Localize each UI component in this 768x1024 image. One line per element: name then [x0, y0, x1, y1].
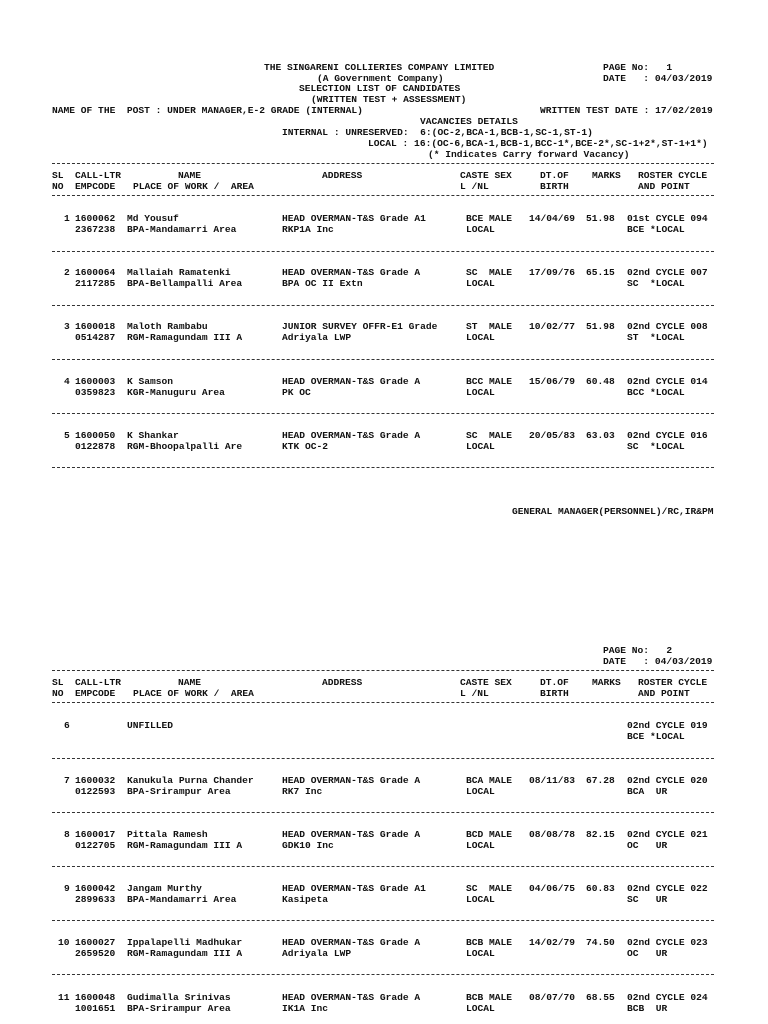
- row-empcode: 2367238: [75, 224, 116, 235]
- row-marks: 82.15: [586, 829, 615, 840]
- row-sex: MALE: [489, 829, 513, 840]
- col-and-point: AND POINT: [638, 181, 690, 192]
- col-roster: ROSTER CYCLE: [638, 677, 708, 688]
- col-dt-of: DT.OF: [540, 677, 569, 688]
- vacancies-local: LOCAL : 16:(OC-6,BCA-1,BCB-1,BCC-1*,BCE-2*,SC-1+2*,ST-1+1*): [368, 138, 708, 149]
- row-l-nl: LOCAL: [466, 441, 495, 452]
- row-place: RGM-Ramagundam III A: [127, 332, 243, 343]
- col-no: NO: [52, 688, 64, 699]
- row-address2: PK OC: [282, 387, 311, 398]
- row-point: BCE *LOCAL: [627, 224, 685, 235]
- post-name: NAME OF THE POST : UNDER MANAGER,E-2 GRADE (INTERNAL): [52, 105, 363, 116]
- row-call-ltr: 1600017: [75, 829, 116, 840]
- row-caste: SC: [466, 883, 478, 894]
- row-name: Kanukula Purna Chander: [127, 775, 254, 786]
- row-sex: MALE: [489, 267, 513, 278]
- row-dob: 14/04/69: [529, 213, 576, 224]
- divider: [52, 670, 714, 671]
- row-sex: MALE: [489, 883, 513, 894]
- col-caste-sex: CASTE SEX: [460, 677, 512, 688]
- col-sl: SL: [52, 677, 64, 688]
- row-empcode: 0122705: [75, 840, 116, 851]
- row-caste: BCA: [466, 775, 484, 786]
- divider: [52, 195, 714, 196]
- divider: [52, 251, 714, 252]
- col-marks: MARKS: [592, 170, 621, 181]
- row-l-nl: LOCAL: [466, 1003, 495, 1014]
- row-name: Mallaiah Ramatenki: [127, 267, 231, 278]
- row-empcode: 2117285: [75, 278, 116, 289]
- row-call-ltr: 1600003: [75, 376, 116, 387]
- row-call-ltr: 1600064: [75, 267, 116, 278]
- vacancies-internal: INTERNAL : UNRESERVED: 6:(OC-2,BCA-1,BCB-1,SC-1,ST-1): [282, 127, 593, 138]
- row-point: BCE *LOCAL: [627, 731, 685, 742]
- row-point: BCC *LOCAL: [627, 387, 685, 398]
- row-l-nl: LOCAL: [466, 948, 495, 959]
- row-dob: 15/06/79: [529, 376, 576, 387]
- row-address: HEAD OVERMAN-T&S Grade A1: [282, 213, 426, 224]
- row-name: UNFILLED: [127, 720, 174, 731]
- row-address2: Kasipeta: [282, 894, 329, 905]
- row-l-nl: LOCAL: [466, 387, 495, 398]
- col-call-ltr: CALL-LTR: [75, 170, 122, 181]
- row-roster: 02nd CYCLE 014: [627, 376, 708, 387]
- row-caste: BCB: [466, 937, 484, 948]
- col-roster: ROSTER CYCLE: [638, 170, 708, 181]
- row-address2: RK7 Inc: [282, 786, 323, 797]
- row-sex: MALE: [489, 775, 513, 786]
- col-l-nl: L /NL: [460, 688, 489, 699]
- row-name: K Shankar: [127, 430, 179, 441]
- row-point: BCA UR: [627, 786, 668, 797]
- row-call-ltr: 1600018: [75, 321, 116, 332]
- divider: [52, 413, 714, 414]
- col-place: PLACE OF WORK / AREA: [133, 688, 254, 699]
- row-place: BPA-Bellampalli Area: [127, 278, 243, 289]
- list-title: SELECTION LIST OF CANDIDATES: [299, 83, 461, 94]
- row-point: SC UR: [627, 894, 668, 905]
- row-l-nl: LOCAL: [466, 786, 495, 797]
- row-dob: 20/05/83: [529, 430, 576, 441]
- row-empcode: 0122878: [75, 441, 116, 452]
- row-address2: KTK OC-2: [282, 441, 329, 452]
- print-date: DATE : 04/03/2019: [603, 73, 713, 84]
- row-caste: BCB: [466, 992, 484, 1003]
- row-empcode: 1001651: [75, 1003, 116, 1014]
- row-marks: 67.28: [586, 775, 615, 786]
- row-address2: IK1A Inc: [282, 1003, 329, 1014]
- row-address: HEAD OVERMAN-T&S Grade A: [282, 937, 421, 948]
- row-place: BPA-Srirampur Area: [127, 1003, 231, 1014]
- divider: [52, 359, 714, 360]
- row-call-ltr: 1600027: [75, 937, 116, 948]
- row-address: JUNIOR SURVEY OFFR-E1 Grade: [282, 321, 438, 332]
- row-sl: 7: [64, 775, 70, 786]
- row-dob: 08/07/70: [529, 992, 576, 1003]
- page-number: PAGE No: 2: [603, 645, 673, 656]
- page-number: PAGE No: 1: [603, 62, 673, 73]
- row-address2: Adriyala LWP: [282, 332, 352, 343]
- col-address: ADDRESS: [322, 170, 363, 181]
- row-name: Jangam Murthy: [127, 883, 202, 894]
- divider: [52, 305, 714, 306]
- row-caste: ST: [466, 321, 478, 332]
- row-sl: 5: [64, 430, 70, 441]
- row-sl: 9: [64, 883, 70, 894]
- row-place: RGM-Bhoopalpalli Are: [127, 441, 243, 452]
- row-address: HEAD OVERMAN-T&S Grade A: [282, 430, 421, 441]
- row-sl: 3: [64, 321, 70, 332]
- signature: GENERAL MANAGER(PERSONNEL)/RC,IR&PM: [512, 506, 714, 517]
- row-sl: 1: [64, 213, 70, 224]
- company-name: THE SINGARENI COLLIERIES COMPANY LIMITED: [264, 62, 495, 73]
- row-l-nl: LOCAL: [466, 840, 495, 851]
- row-roster: 02nd CYCLE 019: [627, 720, 708, 731]
- col-place: PLACE OF WORK / AREA: [133, 181, 254, 192]
- divider: [52, 812, 714, 813]
- row-address: HEAD OVERMAN-T&S Grade A: [282, 775, 421, 786]
- row-roster: 02nd CYCLE 007: [627, 267, 708, 278]
- row-marks: 65.15: [586, 267, 615, 278]
- col-sl: SL: [52, 170, 64, 181]
- row-sl: 2: [64, 267, 70, 278]
- col-call-ltr: CALL-LTR: [75, 677, 122, 688]
- col-marks: MARKS: [592, 677, 621, 688]
- row-address: HEAD OVERMAN-T&S Grade A: [282, 829, 421, 840]
- row-dob: 08/11/83: [529, 775, 576, 786]
- row-place: RGM-Ramagundam III A: [127, 948, 243, 959]
- vacancies-title: VACANCIES DETAILS: [420, 116, 518, 127]
- row-sl: 8: [64, 829, 70, 840]
- row-roster: 02nd CYCLE 024: [627, 992, 708, 1003]
- row-call-ltr: 1600032: [75, 775, 116, 786]
- row-address: HEAD OVERMAN-T&S Grade A: [282, 992, 421, 1003]
- written-test-date: WRITTEN TEST DATE : 17/02/2019: [540, 105, 713, 116]
- row-dob: 14/02/79: [529, 937, 576, 948]
- row-point: BCB UR: [627, 1003, 668, 1014]
- col-caste-sex: CASTE SEX: [460, 170, 512, 181]
- row-roster: 02nd CYCLE 020: [627, 775, 708, 786]
- row-marks: 60.48: [586, 376, 615, 387]
- row-dob: 08/08/78: [529, 829, 576, 840]
- row-address2: RKP1A Inc: [282, 224, 334, 235]
- row-l-nl: LOCAL: [466, 894, 495, 905]
- row-place: RGM-Ramagundam III A: [127, 840, 243, 851]
- divider: [52, 866, 714, 867]
- row-address: HEAD OVERMAN-T&S Grade A1: [282, 883, 426, 894]
- row-point: OC UR: [627, 840, 668, 851]
- row-sex: MALE: [489, 430, 513, 441]
- row-caste: BCC: [466, 376, 484, 387]
- row-address2: GDK10 Inc: [282, 840, 334, 851]
- row-place: KGR-Manuguru Area: [127, 387, 225, 398]
- row-roster: 02nd CYCLE 023: [627, 937, 708, 948]
- row-l-nl: LOCAL: [466, 224, 495, 235]
- carry-forward-note: (* Indicates Carry forward Vacancy): [428, 149, 630, 160]
- row-place: BPA-Srirampur Area: [127, 786, 231, 797]
- row-roster: 02nd CYCLE 021: [627, 829, 708, 840]
- row-point: SC *LOCAL: [627, 278, 685, 289]
- divider: [52, 920, 714, 921]
- col-empcode: EMPCODE: [75, 181, 116, 192]
- test-type: (WRITTEN TEST + ASSESSMENT): [311, 94, 467, 105]
- col-name: NAME: [178, 677, 202, 688]
- row-sex: MALE: [489, 321, 513, 332]
- divider: [52, 758, 714, 759]
- row-place: BPA-Mandamarri Area: [127, 894, 237, 905]
- row-point: ST *LOCAL: [627, 332, 685, 343]
- row-empcode: 0122593: [75, 786, 116, 797]
- row-name: Pittala Ramesh: [127, 829, 208, 840]
- print-date: DATE : 04/03/2019: [603, 656, 713, 667]
- row-address2: Adriyala LWP: [282, 948, 352, 959]
- row-place: BPA-Mandamarri Area: [127, 224, 237, 235]
- row-empcode: 0514287: [75, 332, 116, 343]
- col-birth: BIRTH: [540, 181, 569, 192]
- row-roster: 02nd CYCLE 008: [627, 321, 708, 332]
- row-address: HEAD OVERMAN-T&S Grade A: [282, 267, 421, 278]
- row-empcode: 2899633: [75, 894, 116, 905]
- row-call-ltr: 1600050: [75, 430, 116, 441]
- row-marks: 63.03: [586, 430, 615, 441]
- row-address: HEAD OVERMAN-T&S Grade A: [282, 376, 421, 387]
- row-roster: 02nd CYCLE 016: [627, 430, 708, 441]
- col-l-nl: L /NL: [460, 181, 489, 192]
- row-address2: BPA OC II Extn: [282, 278, 363, 289]
- row-sl: 10: [58, 937, 70, 948]
- row-sl: 11: [58, 992, 70, 1003]
- row-call-ltr: 1600048: [75, 992, 116, 1003]
- row-sex: MALE: [489, 992, 513, 1003]
- divider: [52, 974, 714, 975]
- row-sl: 6: [64, 720, 70, 731]
- row-point: OC UR: [627, 948, 668, 959]
- row-dob: 17/09/76: [529, 267, 576, 278]
- row-marks: 51.98: [586, 213, 615, 224]
- divider: [52, 163, 714, 164]
- row-sex: MALE: [489, 937, 513, 948]
- row-sl: 4: [64, 376, 70, 387]
- divider: [52, 702, 714, 703]
- row-call-ltr: 1600042: [75, 883, 116, 894]
- row-name: Md Yousuf: [127, 213, 179, 224]
- row-caste: BCD: [466, 829, 484, 840]
- company-subtitle: (A Government Company): [317, 73, 444, 84]
- col-empcode: EMPCODE: [75, 688, 116, 699]
- row-empcode: 0359823: [75, 387, 116, 398]
- col-and-point: AND POINT: [638, 688, 690, 699]
- row-name: K Samson: [127, 376, 174, 387]
- row-caste: BCE: [466, 213, 484, 224]
- row-name: Ippalapelli Madhukar: [127, 937, 243, 948]
- row-name: Gudimalla Srinivas: [127, 992, 231, 1003]
- divider: [52, 467, 714, 468]
- row-call-ltr: 1600062: [75, 213, 116, 224]
- row-point: SC *LOCAL: [627, 441, 685, 452]
- row-caste: SC: [466, 267, 478, 278]
- row-l-nl: LOCAL: [466, 332, 495, 343]
- row-marks: 68.55: [586, 992, 615, 1003]
- row-empcode: 2659520: [75, 948, 116, 959]
- row-l-nl: LOCAL: [466, 278, 495, 289]
- row-marks: 74.50: [586, 937, 615, 948]
- row-roster: 02nd CYCLE 022: [627, 883, 708, 894]
- col-no: NO: [52, 181, 64, 192]
- row-roster: 01st CYCLE 094: [627, 213, 708, 224]
- col-address: ADDRESS: [322, 677, 363, 688]
- col-birth: BIRTH: [540, 688, 569, 699]
- row-marks: 60.83: [586, 883, 615, 894]
- row-dob: 10/02/77: [529, 321, 576, 332]
- row-dob: 04/06/75: [529, 883, 576, 894]
- row-sex: MALE: [489, 213, 513, 224]
- row-marks: 51.98: [586, 321, 615, 332]
- col-name: NAME: [178, 170, 202, 181]
- row-name: Maloth Rambabu: [127, 321, 208, 332]
- col-dt-of: DT.OF: [540, 170, 569, 181]
- row-caste: SC: [466, 430, 478, 441]
- row-sex: MALE: [489, 376, 513, 387]
